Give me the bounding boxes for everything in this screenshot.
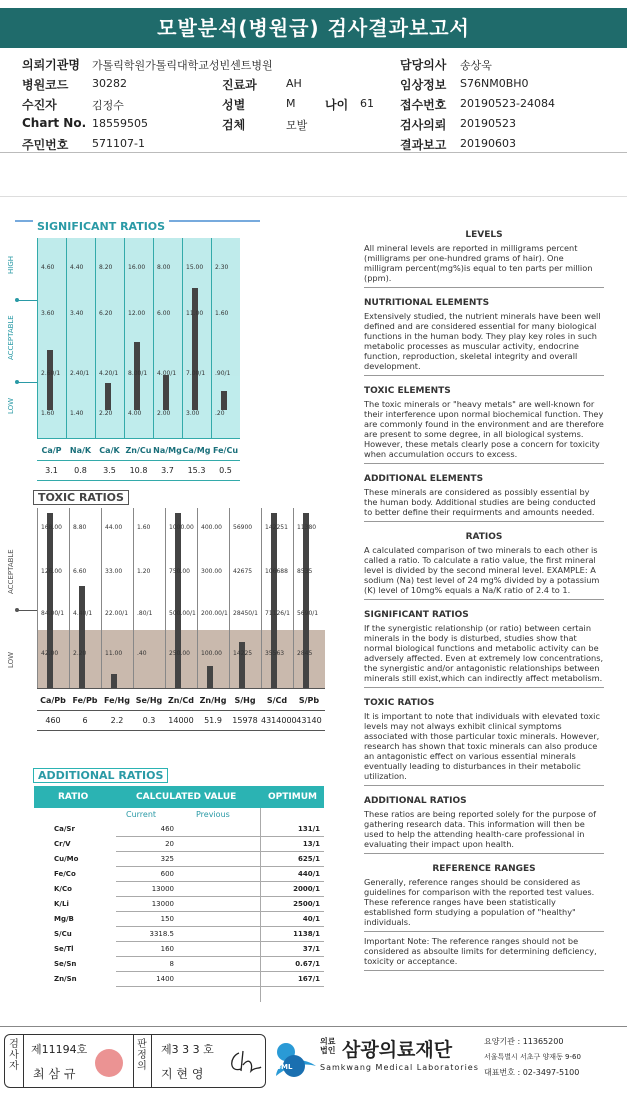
- category-label: S/Hg: [234, 696, 256, 705]
- info-label: 성별: [222, 98, 246, 112]
- scale-label: 42.00: [41, 650, 59, 657]
- note-text: These minerals are considered as possibly essential by the human body. Additional studies are being conducted to better define their requirments and amounts needed.: [364, 487, 604, 522]
- chart-column: [229, 508, 230, 688]
- additional-table: [34, 786, 324, 1002]
- org-phone: 대표번호 : 02-3497-5100: [484, 1068, 580, 1077]
- value-label: 10.8: [129, 466, 148, 475]
- row-optimum: 13/1: [302, 840, 320, 848]
- note-heading: SIGNIFICANT RATIOS: [364, 610, 469, 620]
- chart-column: [37, 508, 38, 688]
- note-text: These ratios are being reported solely for the purpose of gathering research data. This information will then be used to help the attending health-care professional in evaluating their impact upon health.: [364, 809, 604, 854]
- category-label: Se/Hg: [135, 696, 163, 705]
- scale-label: 142251: [265, 524, 288, 531]
- row-ratio: Fe/Co: [54, 870, 76, 878]
- info-value: 30282: [92, 77, 127, 90]
- category-label: Ca/K: [99, 446, 120, 455]
- category-label: S/Pb: [298, 696, 320, 705]
- signature-icon: [227, 1047, 263, 1077]
- scale-label: 100.00: [201, 650, 222, 657]
- note-text: It is important to note that individuals with elevated toxic levels may not always exhibit clinical symptoms associated with those particular toxic minerals. However, research has shown that toxic minerals can also produce an antagonistic effect on various essential minerals eventually leading to disturbances in their metabolic utilization.: [364, 711, 604, 786]
- row-current: 325: [160, 855, 174, 863]
- scale-label: .90/1: [215, 370, 231, 377]
- row-optimum: 2000/1: [293, 885, 320, 893]
- value-label: 4314000: [261, 716, 297, 725]
- note-heading: LEVELS: [465, 230, 503, 240]
- note-text: The toxic minerals or "heavy metals" are well-known for their interference upon normal biochemical function. They are commonly found in the environment and are therefore are present to some degree, in all biological systems. However, these metals clearly pose a concern for toxicity when accumulation occurs to excess.: [364, 399, 604, 464]
- significant-title: SIGNIFICANT RATIOS: [33, 220, 169, 233]
- divider: [0, 1026, 627, 1027]
- scale-label: 84.00/1: [41, 610, 65, 617]
- judge-license: 제3 3 3 호: [161, 1043, 214, 1056]
- category-label: Fe/Pb: [72, 696, 98, 705]
- scale-label: 14225: [233, 650, 253, 657]
- scale-label: 3.00: [186, 410, 200, 417]
- value-label: 3.5: [103, 466, 116, 475]
- row-optimum: 131/1: [297, 825, 320, 833]
- chart-column: [165, 508, 166, 688]
- info-value: 송상욱: [460, 59, 492, 72]
- scale-label: 500.00/1: [169, 610, 196, 617]
- toxic-title: TOXIC RATIOS: [33, 490, 129, 505]
- scale-label: 12.00: [128, 310, 146, 317]
- row-current: 20: [165, 840, 174, 848]
- scale-label: 8535: [297, 568, 313, 575]
- row-current: 160: [160, 945, 174, 953]
- scale-label: 400.00: [201, 524, 222, 531]
- info-label: 담당의사: [400, 58, 447, 72]
- info-label: 접수번호: [400, 98, 447, 112]
- chart-column: [133, 508, 134, 688]
- note-heading: NUTRITIONAL ELEMENTS: [364, 298, 490, 308]
- row-optimum: 440/1: [297, 870, 320, 878]
- scale-label: 3.40: [70, 310, 84, 317]
- note-text: All mineral levels are reported in milligrams percent (milligrams per one-hundred grams of hair). One milligram percent(mg%)is equal to ten parts per million (ppm).: [364, 243, 604, 288]
- value-label: 51.9: [204, 716, 222, 725]
- scale-label: 15.00: [186, 264, 204, 271]
- scale-label: 750.00: [169, 568, 190, 575]
- scale-label: 16.00: [128, 264, 146, 271]
- scale-label: 4.40: [70, 264, 84, 271]
- info-label: 결과보고: [400, 138, 447, 152]
- chart-bar: [221, 391, 227, 410]
- info-value: 61: [360, 97, 374, 110]
- guide-line: [17, 610, 37, 611]
- chart-column: [66, 238, 67, 438]
- table-row: [34, 927, 324, 942]
- info-value: 20190603: [460, 137, 516, 150]
- scale-label: 8.20: [99, 264, 113, 271]
- info-label: Chart No.: [22, 116, 87, 130]
- scale-label: 42675: [233, 568, 253, 575]
- scale-label: 28450/1: [233, 610, 258, 617]
- axis-label: ACCEPTABLE: [7, 315, 15, 360]
- info-value: 김정수: [92, 99, 124, 112]
- row-optimum: 0.67/1: [295, 960, 320, 968]
- chart-column: [124, 238, 125, 438]
- row-current: 150: [160, 915, 174, 923]
- scale-label: .40: [137, 650, 147, 657]
- notes-column: [364, 220, 604, 975]
- info-value: M: [286, 97, 296, 110]
- chart-column: [182, 238, 183, 438]
- scale-label: 1.40: [70, 410, 84, 417]
- guide-line: [17, 382, 37, 383]
- info-value: 20190523: [460, 117, 516, 130]
- scale-label: 126.00: [41, 568, 62, 575]
- row-ratio: Zn/Sn: [54, 975, 77, 983]
- row-current: 1400: [156, 975, 174, 983]
- scale-label: 2.30: [215, 264, 229, 271]
- chart-column: [153, 238, 154, 438]
- info-value: 571107-1: [92, 137, 145, 150]
- note-text: Extensively studied, the nutrient minerals have been well defined and are considered essential for many biological functions in the human body. They play key roles in such metabolic processes as muscular activity, endocrine function, reproduction, skeletal integrity and overall development.: [364, 311, 604, 376]
- info-label: 나이: [325, 98, 349, 112]
- info-value: 18559505: [92, 117, 148, 130]
- scale-label: .80/1: [137, 610, 153, 617]
- footer: [0, 1030, 627, 1098]
- header-ratio: RATIO: [58, 792, 89, 802]
- chart-bar: [163, 375, 169, 410]
- row-current: 8: [169, 960, 174, 968]
- scale-label: 71126/1: [265, 610, 290, 617]
- axis-label: LOW: [7, 651, 15, 668]
- chart-bottom-line: [37, 730, 325, 731]
- value-label: 43140: [296, 716, 322, 725]
- table-row: [34, 897, 324, 912]
- row-optimum: 625/1: [297, 855, 320, 863]
- note-text: If the synergistic relationship (or ratio) between certain minerals in the body is disturbed, studies show that normal biological functions and metabolic activity can be adversely affected. Even at extremely low concentrations, the synergistic and/or antagonistic relationships between minerals still exist,which can indirectly affect metabolism.: [364, 623, 604, 688]
- chart-bottom-line: [37, 710, 325, 711]
- category-label: Zn/Cu: [125, 446, 152, 455]
- row-current: 600: [160, 870, 174, 878]
- row-current: 13000: [151, 900, 174, 908]
- info-value: 20190523-24084: [460, 97, 555, 110]
- row-ratio: Mg/B: [54, 915, 74, 923]
- scale-label: 11.00: [186, 310, 204, 317]
- chart-bar: [207, 666, 213, 688]
- scale-label: 5690/1: [297, 610, 319, 617]
- scale-label: 8.00: [157, 264, 171, 271]
- chart-column: [37, 238, 38, 438]
- chart-bar: [47, 350, 53, 411]
- row-optimum: 167/1: [297, 975, 320, 983]
- table-side-line: [260, 808, 261, 1002]
- table-row: [34, 837, 324, 852]
- table-row: [34, 912, 324, 927]
- row-ratio: Cr/V: [54, 840, 71, 848]
- chart-bar: [105, 383, 111, 410]
- chart-bottom-line: [37, 480, 240, 481]
- scale-label: 2.20: [73, 650, 87, 657]
- value-label: 14000: [168, 716, 194, 725]
- row-optimum: 40/1: [302, 915, 320, 923]
- note-heading: TOXIC RATIOS: [364, 698, 435, 708]
- row-ratio: Se/Sn: [54, 960, 77, 968]
- org-address: 서울특별시 서초구 양재동 9-60: [484, 1053, 581, 1061]
- scale-label: 1.60: [215, 310, 229, 317]
- table-row: [34, 957, 324, 972]
- info-value: 모발: [286, 119, 308, 132]
- table-header: [34, 786, 324, 808]
- category-label: S/Cd: [266, 696, 288, 705]
- info-label: 병원코드: [22, 78, 69, 92]
- scale-label: 4.20/1: [99, 370, 119, 377]
- chart-bar: [111, 674, 117, 688]
- info-value: AH: [286, 77, 302, 90]
- value-label: 2.2: [110, 716, 124, 725]
- header-optimum: OPTIMUM: [268, 792, 317, 802]
- category-label: Ca/Pb: [40, 696, 66, 705]
- row-ratio: Cu/Mo: [54, 855, 79, 863]
- scale-label: 4.40/1: [73, 610, 93, 617]
- chart-bottom-line: [37, 688, 325, 689]
- chart-bar: [271, 513, 277, 688]
- chart-column: [293, 508, 294, 688]
- scale-label: 106688: [265, 568, 288, 575]
- note-heading: REFERENCE RANGES: [432, 864, 536, 874]
- note-heading: RATIOS: [465, 532, 503, 542]
- value-label: 0.5: [219, 466, 232, 475]
- note-text: Important Note: The reference ranges should not be considered as absoulte limits for determining deficiency, toxicity or acceptance.: [364, 936, 604, 971]
- table-row: [34, 942, 324, 957]
- chart-column: [69, 508, 70, 688]
- scale-label: 2.60/1: [41, 370, 61, 377]
- scale-label: 300.00: [201, 568, 222, 575]
- row-current: 460: [160, 825, 174, 833]
- chart-column: [261, 508, 262, 688]
- scale-label: 168.00: [41, 524, 62, 531]
- scale-label: 8.80: [73, 524, 87, 531]
- category-label: Zn/Cd: [167, 696, 194, 705]
- row-ratio: K/Li: [54, 900, 69, 908]
- divider: [0, 152, 627, 153]
- examiner-license: 제11194호: [31, 1043, 88, 1056]
- divider: [0, 196, 627, 197]
- category-label: Na/K: [69, 446, 92, 455]
- category-label: Ca/P: [41, 446, 62, 455]
- report-title: 모발분석(병원급) 검사결과보고서: [0, 8, 627, 48]
- examiner-name: 최 삼 규: [33, 1067, 76, 1081]
- value-label: 15978: [232, 716, 258, 725]
- scale-label: 1.60: [137, 524, 151, 531]
- row-ratio: Ca/Sr: [54, 825, 75, 833]
- scale-label: 2.40/1: [70, 370, 90, 377]
- note-heading: ADDITIONAL RATIOS: [364, 796, 467, 806]
- examiner-seal-icon: [95, 1049, 123, 1077]
- scale-label: 2.20: [99, 410, 113, 417]
- org-english: Samkwang Medical Laboratories: [320, 1063, 479, 1072]
- scale-label: 1000.00: [169, 524, 194, 531]
- value-label: 3.1: [45, 466, 58, 475]
- value-label: 0.3: [142, 716, 156, 725]
- info-label: 주민번호: [22, 138, 69, 152]
- chart-bar: [79, 586, 85, 688]
- value-label: 0.8: [74, 466, 87, 475]
- info-value: 가톨릭학원가톨릭대학교성빈센트병원: [92, 59, 273, 72]
- scale-label: 4.60: [41, 264, 55, 271]
- scale-label: 35563: [265, 650, 285, 657]
- chart-column: [101, 508, 102, 688]
- chart-bar: [47, 513, 53, 688]
- scale-label: 2845: [297, 650, 313, 657]
- scale-label: 22.00/1: [105, 610, 129, 617]
- info-label: 임상정보: [400, 78, 447, 92]
- scale-label: 56900: [233, 524, 253, 531]
- info-label: 검체: [222, 118, 246, 132]
- examiner-label: 검사자: [9, 1039, 19, 1072]
- chart-column: [197, 508, 198, 688]
- category-label: Fe/Cu: [212, 446, 239, 455]
- row-optimum: 2500/1: [293, 900, 320, 908]
- scale-label: 44.00: [105, 524, 123, 531]
- scale-label: 200.00/1: [201, 610, 228, 617]
- axis-label: HIGH: [7, 255, 15, 274]
- note-heading: ADDITIONAL ELEMENTS: [364, 474, 484, 484]
- category-label: Ca/Mg: [182, 446, 211, 455]
- chart-column: [95, 238, 96, 438]
- scale-label: 1.20: [137, 568, 151, 575]
- significant-chart: [7, 238, 245, 478]
- chart-column: [211, 238, 212, 438]
- scale-label: 6.00: [157, 310, 171, 317]
- row-current: 13000: [151, 885, 174, 893]
- info-value: S76NM0BH0: [460, 77, 529, 90]
- row-line: [116, 986, 324, 987]
- org-code: 요양기관 : 11365200: [484, 1037, 564, 1046]
- value-label: 15.3: [187, 466, 206, 475]
- info-label: 검사의뢰: [400, 118, 447, 132]
- toxic-ratios-panel: [5, 490, 335, 770]
- scale-label: 4.00/1: [157, 370, 177, 377]
- sml-logo-icon: [272, 1036, 318, 1082]
- chart-bar: [192, 288, 198, 410]
- value-label: 6: [82, 716, 88, 725]
- info-label: 수진자: [22, 98, 57, 112]
- scale-label: 4.00: [128, 410, 142, 417]
- scale-label: 33.00: [105, 568, 123, 575]
- value-label: 460: [45, 716, 61, 725]
- chart-bar: [175, 513, 181, 688]
- info-label: 진료과: [222, 78, 257, 92]
- category-label: Fe/Hg: [104, 696, 130, 705]
- subheader-current: Current: [126, 810, 157, 819]
- scale-label: .20: [215, 410, 225, 417]
- chart-bar: [303, 513, 309, 688]
- axis-label: LOW: [7, 397, 15, 414]
- table-subheader: [34, 808, 324, 822]
- subheader-previous: Previous: [196, 810, 230, 819]
- value-label: 3.7: [161, 466, 174, 475]
- scale-label: 8.00/1: [128, 370, 148, 377]
- table-row: [34, 882, 324, 897]
- note-heading: TOXIC ELEMENTS: [364, 386, 451, 396]
- row-optimum: 37/1: [302, 945, 320, 953]
- note-text: Generally, reference ranges should be considered as guidelines for comparison with the reported test values. These reference ranges have been statistically established form studying a population of "healthy" individuals.: [364, 877, 604, 932]
- scale-label: 6.60: [73, 568, 87, 575]
- chart-bar: [239, 642, 245, 688]
- table-row: [34, 822, 324, 837]
- axis-label: ACCEPTABLE: [7, 549, 15, 594]
- guide-line: [17, 300, 37, 301]
- judge-label: 판정의: [137, 1039, 147, 1072]
- org-name: 삼광의료재단: [342, 1039, 453, 1061]
- note-text: A calculated comparison of two minerals to each other is called a ratio. To calculate a ratio value, the first mineral level is divided by the second mineral level. EXAMPLE: A sodium (Na) test level of 24 mg% divided by a potassium (K) level of 10mg% equals a Na/K ratio of 2.4 to 1.: [364, 545, 604, 600]
- toxic-chart: [7, 508, 329, 770]
- row-ratio: K/Co: [54, 885, 72, 893]
- chart-bottom-line: [37, 460, 240, 461]
- signature-box: [4, 1034, 266, 1088]
- scale-label: 3.60: [41, 310, 55, 317]
- scale-label: 1.60: [41, 410, 55, 417]
- header-calc: CALCULATED VALUE: [136, 792, 237, 802]
- row-ratio: S/Cu: [54, 930, 72, 938]
- scale-label: 250.00: [169, 650, 190, 657]
- scale-label: 11.00: [105, 650, 123, 657]
- info-label: 의뢰기관명: [22, 58, 80, 72]
- table-row: [34, 852, 324, 867]
- table-row: [34, 867, 324, 882]
- additional-title: ADDITIONAL RATIOS: [33, 768, 168, 783]
- chart-bottom-line: [37, 438, 240, 439]
- scale-label: 7.00/1: [186, 370, 206, 377]
- row-optimum: 1138/1: [293, 930, 320, 938]
- significant-ratios-panel: [5, 220, 345, 475]
- category-label: Na/Mg: [153, 446, 182, 455]
- scale-label: 11380: [297, 524, 317, 531]
- row-ratio: Se/Tl: [54, 945, 74, 953]
- org-small: 의료 법인: [320, 1037, 336, 1055]
- judge-name: 지 현 영: [161, 1067, 204, 1081]
- logo-badge: SML: [276, 1063, 293, 1071]
- scale-label: 2.00: [157, 410, 171, 417]
- scale-label: 6.20: [99, 310, 113, 317]
- table-row: [34, 972, 324, 987]
- row-current: 3318.5: [149, 930, 174, 938]
- patient-info: [0, 54, 627, 154]
- category-label: Zn/Hg: [199, 696, 227, 705]
